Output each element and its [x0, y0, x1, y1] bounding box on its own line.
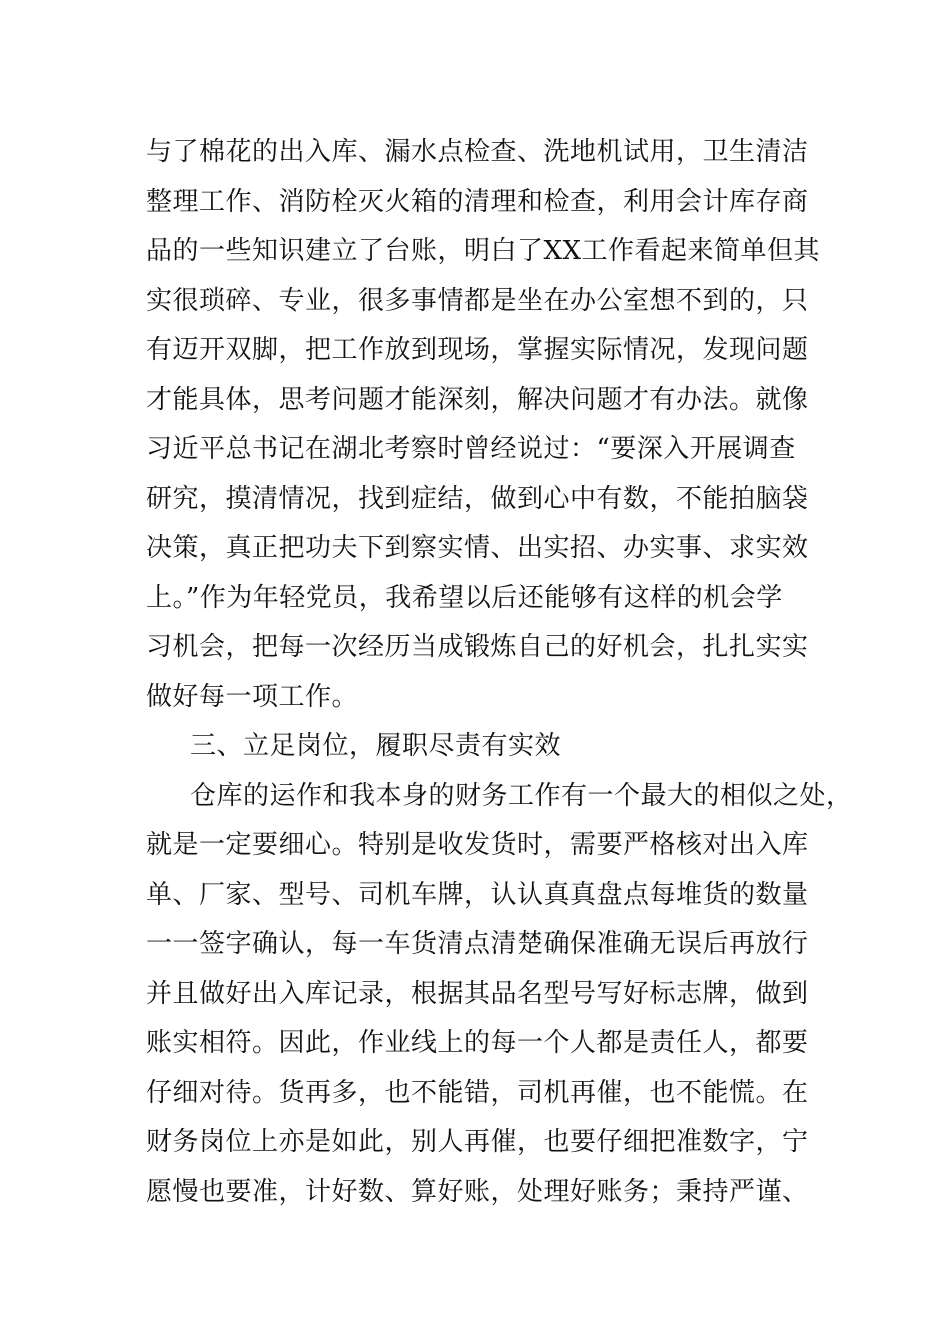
paragraph-line: 就是一定要细心。特别是收发货时，需要严格核对出入库	[146, 830, 809, 860]
paragraph-line: 才能具体，思考问题才能深刻，解决问题才有办法。就像	[146, 384, 809, 415]
paragraph-line: 有迈开双脚，把工作放到现场，掌握实际情况，发现问题	[146, 335, 809, 365]
paragraph-line: 品的一些知识建立了台账，明白了XX工作看起来简单但其	[146, 236, 821, 266]
section-heading: 三、立足岗位，履职尽责有实效	[190, 731, 562, 761]
paragraph-line: 与了棉花的出入库、漏水点检查、洗地机试用，卫生清洁	[146, 137, 809, 167]
paragraph-line: 习机会，把每一次经历当成锻炼自己的好机会，扎扎实实	[146, 632, 809, 662]
paragraph-line: 账实相符。因此，作业线上的每一个人都是责任人，都要	[146, 1028, 809, 1058]
paragraph-line: 决策，真正把功夫下到察实情、出实招、办实事、求实效	[146, 533, 809, 563]
paragraph-line: 单、厂家、型号、司机车牌，认认真真盘点每堆货的数量	[146, 879, 809, 910]
paragraph-line: 实很琐碎、专业，很多事情都是坐在办公室想不到的，只	[146, 285, 809, 316]
paragraph-line: 愿慢也要准，计好数、算好账，处理好账务；秉持严谨、	[146, 1176, 809, 1207]
paragraph-line: 仔细对待。货再多，也不能错，司机再催，也不能慌。在	[146, 1077, 809, 1108]
paragraph-line: 仓库的运作和我本身的财务工作有一个最大的相似之处，	[190, 780, 853, 811]
section-3	[146, 722, 853, 1217]
paragraph-line: 一一签字确认，每一车货清点清楚确保准确无误后再放行	[146, 929, 809, 959]
paragraph-1	[146, 128, 846, 722]
paragraph-line: 研究，摸清情况，找到症结，做到心中有数，不能拍脑袋	[146, 483, 809, 514]
paragraph-line: 上。”作为年轻党员，我希望以后还能够有这样的机会学	[146, 582, 783, 613]
paragraph-line: 整理工作、消防栓灭火箱的清理和检查，利用会计库存商	[146, 186, 809, 217]
paragraph-line: 做好每一项工作。	[146, 681, 359, 712]
paragraph-line: 财务岗位上亦是如此，别人再催，也要仔细把准数字，宁	[146, 1127, 809, 1157]
paragraph-line: 并且做好出入库记录，根据其品名型号写好标志牌，做到	[146, 978, 809, 1009]
paragraph-line: 习近平总书记在湖北考察时曾经说过：“要深入开展调查	[146, 434, 796, 464]
